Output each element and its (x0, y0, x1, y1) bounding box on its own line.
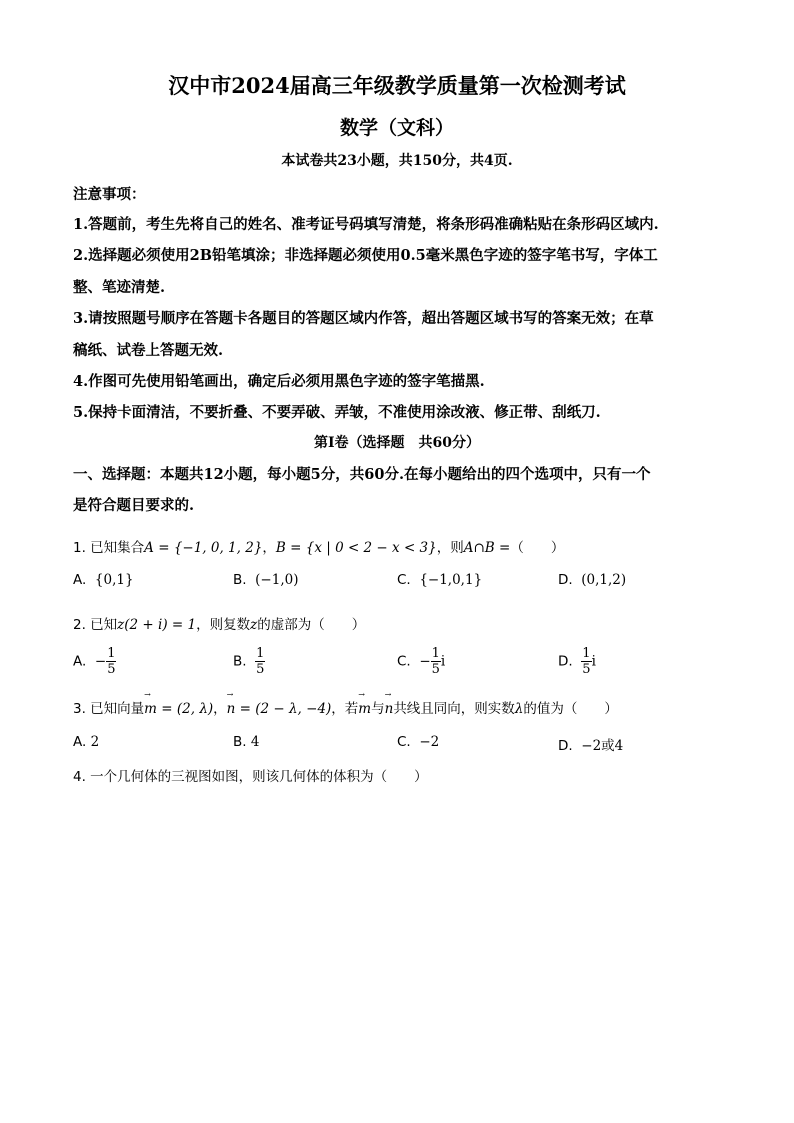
option-tail: i (440, 653, 446, 670)
q3-n-value: = (2 − λ, −4) (235, 701, 332, 717)
option-label: B. (233, 572, 247, 588)
notice-item-5: 5.保持卡面清洁，不要折叠、不要弄破、弄皱，不准使用涂改液、修正带、刮纸刀. (73, 404, 601, 421)
option-fraction (255, 646, 265, 677)
question-1 (73, 536, 564, 556)
q3-lambda: λ (514, 701, 524, 717)
option-value: {−1,0,1} (419, 572, 483, 588)
option-value: (−1,0) (255, 572, 299, 588)
q3-option-d (558, 734, 623, 754)
vector-n: → n (227, 701, 236, 717)
q3-option-b (233, 734, 259, 750)
fraction-numerator: 1 (107, 646, 116, 661)
option-value: −2 (419, 734, 440, 750)
q2-var: z (250, 617, 258, 633)
q3-option-c (397, 734, 439, 750)
vector-m: → m (144, 701, 157, 717)
section-title: 第Ⅰ卷（选择题 共60分） (313, 435, 481, 451)
fraction-denominator: 5 (582, 662, 591, 677)
q2-option-c (397, 646, 445, 677)
option-value: 2 (90, 734, 100, 750)
question-2 (73, 613, 365, 633)
exam-info: 本试卷共23小题，共150分，共4页. (281, 153, 513, 169)
q1-option-b (233, 572, 298, 588)
notice-item-4: 4.作图可先使用铅笔画出，确定后必须用黑色字迹的签字笔描黑. (73, 373, 485, 390)
vector-n-ref: → n (385, 701, 394, 717)
q1-sep: ， (262, 540, 276, 556)
notice-item-3-line-2: 稿纸、试卷上答题无效. (73, 342, 224, 359)
q3-sep: ， (213, 701, 227, 717)
fraction-denominator: 5 (107, 662, 116, 677)
exam-title: 汉中市2024届高三年级教学质量第一次检测考试 (168, 73, 626, 98)
notice-item-1: 1.答题前，考生先将自己的姓名、准考证号码填写清楚，将条形码准确粘贴在条形码区域内. (73, 216, 659, 233)
option-label: B. (233, 653, 247, 670)
option-fraction (431, 646, 441, 677)
q2-suffix: 的虚部为（ ） (257, 617, 366, 633)
q3-option-a (73, 734, 99, 750)
question-3 (73, 697, 618, 717)
option-label: C. (397, 734, 411, 750)
option-tail: i (591, 653, 596, 670)
option-fraction (581, 646, 591, 677)
option-sign: − (94, 653, 107, 670)
q1-expr: A∩B = (463, 540, 511, 556)
option-label: B. (233, 734, 247, 750)
q1-set-a: A = {−1, 0, 1, 2} (144, 540, 263, 556)
q3-and: 与 (371, 701, 385, 717)
option-label: A. (73, 572, 87, 588)
fraction-denominator: 5 (256, 662, 265, 677)
q1-set-b: B = {x | 0 < 2 − x < 3} (275, 540, 437, 556)
q3-m-value: = (2, λ) (156, 701, 214, 717)
option-value: (0,1,2) (581, 572, 627, 588)
notice-item-2-line-2: 整、笔迹清楚. (73, 279, 166, 296)
option-sign: − (419, 653, 431, 670)
fraction-numerator: 1 (256, 646, 265, 661)
q1-option-a (73, 572, 134, 588)
q2-option-b (233, 646, 265, 677)
q2-prefix: 2. 已知 (73, 617, 118, 633)
q2-mid: ，则复数 (196, 617, 251, 633)
q3-mid: ，若 (331, 701, 359, 717)
option-label: A. (73, 734, 87, 750)
notice-item-2-line-1: 2.选择题必须使用2B铅笔填涂；非选择题必须使用0.5毫米黑色字迹的签字笔书写，字体工 (73, 247, 658, 264)
q1-option-c (397, 572, 482, 588)
exam-subtitle: 数学（文科） (339, 117, 454, 139)
notice-heading: 注意事项： (73, 186, 146, 203)
question-4: 4. 一个几何体的三视图如图，则该几何体的体积为（ ） (73, 769, 428, 785)
q1-mid: ，则 (436, 540, 464, 556)
option-label: D. (558, 738, 573, 754)
notice-item-3-line-1: 3.请按照题号顺序在答题卡各题目的答题区域内作答，超出答题区域书写的答案无效；在草 (73, 310, 654, 327)
fraction-denominator: 5 (431, 662, 440, 677)
q1-prefix: 1. 已知集合 (73, 540, 145, 556)
q3-suffix: 的值为（ ） (523, 701, 618, 717)
q2-expr: z(2 + i) = 1 (117, 617, 197, 633)
option-value: 4 (250, 734, 260, 750)
fraction-numerator: 1 (431, 646, 440, 661)
option-label: C. (397, 572, 411, 588)
q1-option-d (558, 572, 626, 588)
option-label: A. (73, 653, 87, 670)
option-label: C. (397, 653, 411, 670)
option-value: −2或4 (581, 738, 624, 754)
option-label: D. (558, 572, 573, 588)
section-intro-line-2: 是符合题目要求的. (73, 497, 195, 514)
fraction-numerator: 1 (582, 646, 591, 661)
option-label: D. (558, 653, 573, 670)
q3-mid2: 共线且同向，则实数 (393, 701, 515, 717)
option-fraction (106, 646, 116, 677)
q2-option-a (73, 646, 116, 677)
section-intro-line-1: 一、选择题：本题共12小题，每小题5分，共60分.在每小题给出的四个选项中，只有一个 (73, 466, 651, 483)
q2-option-d (558, 646, 596, 677)
vector-m-ref: → m (358, 701, 371, 717)
q1-blank: （ ） (510, 540, 565, 556)
option-value: {0,1} (94, 572, 134, 588)
q3-prefix: 3. 已知向量 (73, 701, 145, 717)
